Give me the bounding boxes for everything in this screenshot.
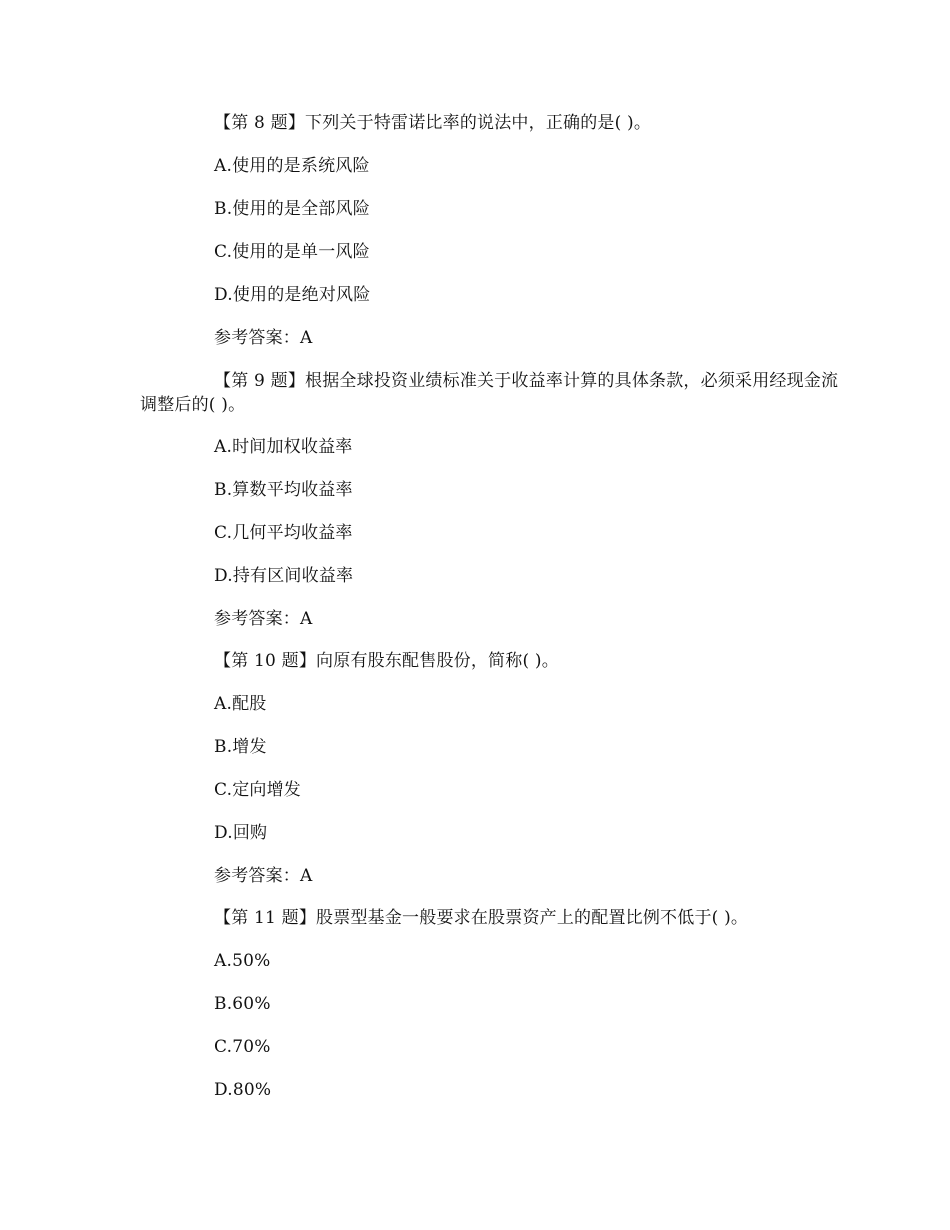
option-c: C.使用的是单一风险 — [214, 242, 370, 262]
reference-answer: 参考答案：A — [214, 328, 313, 348]
option-b: B.使用的是全部风险 — [214, 199, 370, 219]
option-d: D.持有区间收益率 — [214, 566, 354, 586]
reference-answer: 参考答案：A — [214, 609, 313, 629]
option-a: A.时间加权收益率 — [214, 437, 353, 457]
question-stem: 【第 9 题】根据全球投资业绩标准关于收益率计算的具体条款，必须采用经现金流调整后的( )。 — [140, 371, 839, 415]
option-a: A.50% — [214, 951, 271, 971]
option-d: D.80% — [214, 1080, 272, 1100]
option-a: A.使用的是系统风险 — [214, 156, 370, 176]
option-a: A.配股 — [214, 694, 267, 714]
question-stem: 【第 8 题】下列关于特雷诺比率的说法中，正确的是( )。 — [214, 113, 652, 133]
question-stem: 【第 10 题】向原有股东配售股份，简称( )。 — [214, 651, 559, 671]
option-d: D.回购 — [214, 823, 268, 843]
option-d: D.使用的是绝对风险 — [214, 285, 371, 305]
question-stem: 【第 11 题】股票型基金一般要求在股票资产上的配置比例不低于( )。 — [214, 908, 749, 928]
option-b: B.算数平均收益率 — [214, 480, 353, 500]
option-b: B.增发 — [214, 737, 267, 757]
option-c: C.定向增发 — [214, 780, 302, 800]
reference-answer: 参考答案：A — [214, 866, 313, 886]
option-b: B.60% — [214, 994, 271, 1014]
option-c: C.70% — [214, 1037, 271, 1057]
option-c: C.几何平均收益率 — [214, 523, 353, 543]
